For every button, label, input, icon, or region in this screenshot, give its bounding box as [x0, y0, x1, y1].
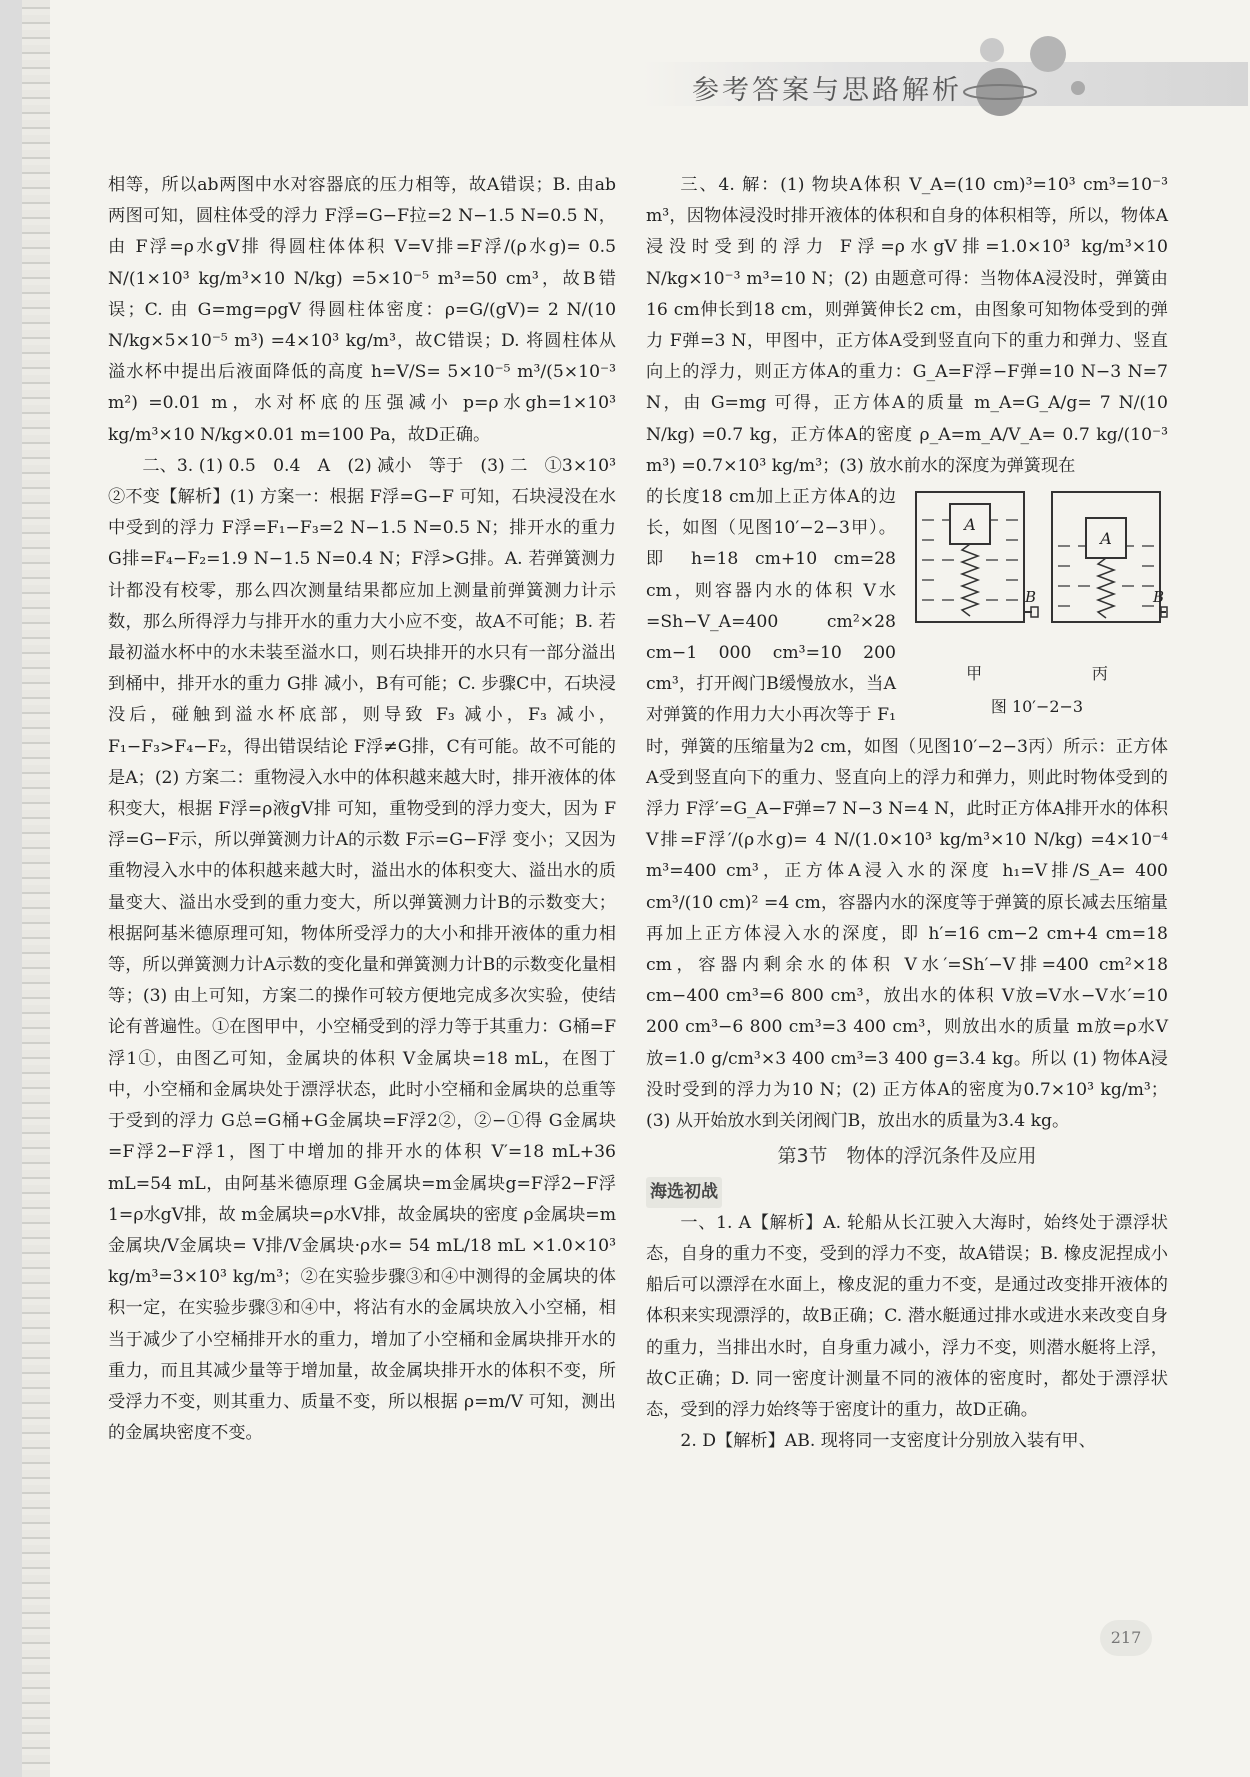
- torn-page-edge: [22, 0, 50, 1777]
- page-number: 217: [1100, 1620, 1152, 1656]
- right-column: [646, 170, 1168, 1457]
- section-badge: 海选初战: [646, 1177, 722, 1208]
- valve-b-label-left: B: [1025, 588, 1037, 607]
- container-diagram: [906, 488, 1168, 648]
- figure-caption: 图 10′−2−3: [990, 697, 1084, 717]
- paragraph-question-2-3: 二、3. (1) 0.5 0.4 A (2) 减小 等于 (3) 二 ①3×10³ ②不变【解析】(1) 方案一：根据 F浮=G−F 可知，石块浸没在水中受到的浮力 F浮=F₁−F₃=2 N−1.5 N=0.5 N；排开水的重力 G排=F₄−F₂=1.9 N−1.5 N=0.4 N；F浮>G排。A. 若弹簧测力计都没有校零，那么四次测量结果都应加上测量前弹簧测力计示数，那么所得浮力与排开水的重力大小应不变，故A不可能；B. 若最初溢水杯中的水未装至溢水口，则石块排开的水只有一部分溢出到桶中，排开水的重力 G排 减小，B有可能；C. 步骤C中，石块浸没后，碰触到溢水杯底部，则导致 F₃ 减小，F₃ 减小，F₁−F₃>F₄−F₂，得出错误结论 F浮≠G排，C有可能。故不可能的是A；(2) 方案二：重物浸入水中的体积越来越大时，排开液体的体积变大，根据 F浮=ρ液gV排 可知，重物受到的浮力变大，因为 F浮=G−F示，所以弹簧测力计A的示数 F示=G−F浮 变小；又因为重物浸入水中的体积越来越大时，溢出水的体积变大、溢出水的质量变大、溢出水受到的重力变大，所以弹簧测力计B的示数变大；根据阿基米德原理可知，物体所受浮力的大小和排开液体的重力相等，所以弹簧测力计A示数的变化量和弹簧测力计B的示数变化量相等；(3) 由上可知，方案二的操作可较方便地完成多次实验，使结论有普遍性。①在图甲中，小空桶受到的浮力等于其重力：G桶=F浮1①，由图乙可知，金属块的体积 V金属块=18 mL，在图丁中，小空桶和金属块处于漂浮状态，此时小空桶和金属块的总重等于受到的浮力 G总=G桶+G金属块=F浮2②，②−①得 G金属块=F浮2−F浮1，图丁中增加的排开水的体积 V′=18 mL+36 mL=54 mL，由阿基米德原理 G金属块=m金属块g=F浮2−F浮1=ρ水gV排，故 m金属块=ρ水V排，故金属块的密度 ρ金属块=m金属块/V金属块= V排/V金属块·ρ水= 54 mL/18 mL ×1.0×10³ kg/m³=3×10³ kg/m³；②在实验步骤③和④中测得的金属块的体积一定，在实验步骤③和④中，将沾有水的金属块放入小空桶，相当于减少了小空桶排开水的重力，增加了小空桶和金属块排开水的重力，而且其减少量等于增加量，故金属块排开水的体积不变，所受浮力不变，则其重力、质量不变，所以根据 ρ=m/V 可知，测出的金属块密度不变。: [108, 455, 634, 1444]
- paragraph-question-1-2: 2. D【解析】AB. 现将同一支密度计分别放入装有甲、: [680, 1431, 1096, 1452]
- figure-10-2-3: [906, 488, 1168, 723]
- figure-label-bing: 丙: [1091, 664, 1108, 684]
- planets-decoration-icon: [962, 28, 1092, 118]
- left-column: [108, 170, 634, 1449]
- valve-b-label-right: B: [1153, 588, 1165, 607]
- page: [22, 0, 1250, 1777]
- figure-label-jia: 甲: [966, 664, 983, 684]
- block-a-label-right: A: [1100, 529, 1112, 549]
- paragraph-answer-continued: 相等，所以ab两图中水对容器底的压力相等，故A错误；B. 由ab两图可知，圆柱体受的浮力 F浮=G−F拉=2 N−1.5 N=0.5 N，由 F浮=ρ水gV排 得圆柱体体积 V=V排=F浮/(ρ水g)= 0.5 N/(1×10³ kg/m³×10 N/kg) =5×10⁻⁵ m³=50 cm³，故B错误；C. 由 G=mg=ρgV 得圆柱体密度：ρ=G/(gV)= 2 N/(10 N/kg×5×10⁻⁵ m³) =4×10³ kg/m³，故C错误；D. 将圆柱体从溢水杯中提出后液面降低的高度 h=V/S= 5×10⁻⁵ m³/(5×10⁻³ m²) =0.01 m，水对杯底的压强减小 p=ρ水gh=1×10³ kg/m³×10 N/kg×0.01 m=100 Pa，故D正确。: [108, 175, 616, 445]
- header-title: 参考答案与思路解析: [692, 75, 962, 106]
- paragraph-question-3-4-continued: 的长度18 cm加上正方体A的边长，如图（见图10′−2−3甲）。即 h=18 cm+10 cm=28 cm，则容器内水的体积 V水=Sh−V_A=400 cm²×28 cm−1 000 cm³=10 200 cm³，打开阀门B缓慢放水，当A对弹簧的作用力大小再次等于 F₁ 时，弹簧的压缩量为2 cm，如图（见图10′−2−3丙）所示：正方体A受到竖直向下的重力、竖直向上的浮力和弹力，则此时物体受到的浮力 F浮′=G_A−F弹=7 N−3 N=4 N，此时正方体A排开水的体积 V排=F浮′/(ρ水g)= 4 N/(1.0×10³ kg/m³×10 N/kg) =4×10⁻⁴ m³=400 cm³，正方体A浸入水的深度 h₁=V排/S_A= 400 cm³/(10 cm)² =4 cm，容器内水的深度等于弹簧的原长减去压缩量再加上正方体浸入水的深度，即 h′=16 cm−2 cm+4 cm=18 cm，容器内剩余水的体积 V水′=Sh′−V排=400 cm²×18 cm−400 cm³=6 800 cm³，放出水的体积 V放=V水−V水′=10 200 cm³−6 800 cm³=3 400 cm³，则放出水的质量 m放=ρ水V放=1.0 g/cm³×3 400 cm³=3 400 g=3.4 kg。所以 (1) 物体A浸没时受到的浮力为10 N；(2) 正方体A的密度为0.7×10³ kg/m³；(3) 从开始放水到关闭阀门B，放出水的质量为3.4 kg。: [646, 487, 1168, 1132]
- section-title: 第3节 物体的浮沉条件及应用: [777, 1145, 1037, 1168]
- paragraph-question-1-1: 一、1. A【解析】A. 轮船从长江驶入大海时，始终处于漂浮状态，自身的重力不变，受到的浮力不变，故A错误；B. 橡皮泥捏成小船后可以漂浮在水面上，橡皮泥的重力不变，是通过改变排开液体的体积来实现漂浮的，故B正确；C. 潜水艇通过排水或进水来改变自身的重力，当排出水时，自身重力减小，浮力不变，则潜水艇将上浮，故C正确；D. 同一密度计测量不同的液体的密度时，都处于漂浮状态，受到的浮力始终等于密度计的重力，故D正确。: [646, 1212, 1168, 1420]
- paragraph-question-3-4: 三、4. 解：(1) 物块A体积 V_A=(10 cm)³=10³ cm³=10⁻³ m³，因物体浸没时排开液体的体积和自身的体积相等，所以，物体A浸没时受到的浮力 F浮=ρ水gV排=1.0×10³ kg/m³×10 N/kg×10⁻³ m³=10 N；(2) 由题意可得：当物体A浸没时，弹簧由16 cm伸长到18 cm，则弹簧伸长2 cm，由图象可知物体受到的弹力 F弹=3 N，甲图中，正方体A受到竖直向下的重力和弹力、竖直向上的浮力，则正方体A的重力：G_A=F浮−F弹=10 N−3 N=7 N，由 G=mg 可得，正方体A的质量 m_A=G_A/g= 7 N/(10 N/kg) =0.7 kg，正方体A的密度 ρ_A=m_A/V_A= 0.7 kg/(10⁻³ m³) =0.7×10³ kg/m³；(3) 放水前水的深度为弹簧现在: [646, 175, 1168, 476]
- block-a-label-left: A: [964, 515, 976, 535]
